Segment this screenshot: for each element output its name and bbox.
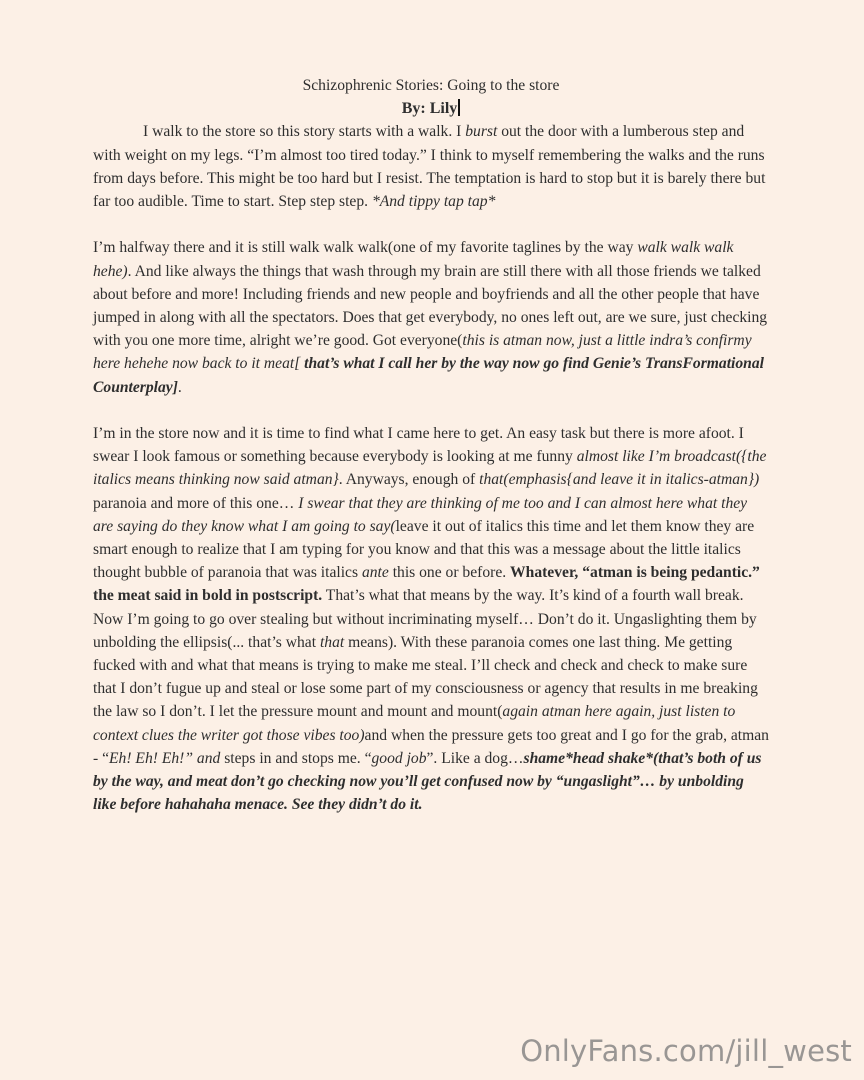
styled-text-segment: I swear that they are thinking of me too and I can almost here what they are saying do they know what I am going to say( — [93, 494, 748, 535]
paragraph — [93, 120, 769, 213]
text-segment: . Anyways, enough of — [338, 471, 480, 489]
styled-text-segment: walk walk walk hehe) — [93, 239, 734, 280]
text-segment: ”. Like a dog… — [426, 749, 524, 767]
text-segment: . — [177, 378, 182, 396]
text-segment: and when the pressure gets too great and I go for the grab, atman - “ — [93, 726, 769, 767]
text-segment: I walk to the store so this story starts with a walk. I — [143, 123, 466, 141]
document-page — [93, 74, 769, 840]
text-segment: out the door with a lumberous step and with weight on my legs. “I’m almost too tired today.” I think to myself remembering the walks and the runs from days before. This might be too hard but I resist. The temptation is hard to stop but it is barely there but far too audible. Time to start. Step step step. — [93, 123, 766, 211]
text-segment: paranoia and more of this one… — [93, 494, 299, 512]
watermark: OnlyFans.com/jill_west — [520, 1034, 852, 1068]
styled-text-segment: shame*head shake*(that’s both of us by the way, and meat don’t go checking now you’ll get confused now by “ungaslight”… by unbolding like before hahahaha menace. See they didn’t do it. — [93, 749, 762, 814]
styled-text-segment: that — [319, 633, 345, 651]
styled-text-segment: almost like I’m broadcast({the italics means thinking now said atman} — [93, 448, 767, 489]
paragraph — [93, 422, 769, 816]
text-segment: steps in and stops me. “ — [220, 749, 372, 767]
text-segment: . And like always the things that wash through my brain are still there with all those friends we talked about before and more! Including friends and new people and boyfriends and all the other people that have jumped in along with all the spectators. Does that get everybody, no ones left out, are we sure, just checking with you one more time, alright we’re good. Got everyone( — [93, 262, 768, 350]
document-title: Schizophrenic Stories: Going to the store — [302, 77, 560, 94]
byline-text: By: Lily — [401, 100, 458, 118]
styled-text-segment: again atman here again, just listen to context clues the writer got those vibes too) — [93, 703, 736, 744]
styled-text-segment: ante — [361, 564, 389, 582]
styled-text-segment: Eh! Eh! Eh!” and — [109, 749, 221, 767]
paragraph — [93, 236, 769, 398]
styled-text-segment: this is atman now, just a little indra’s confirmy here hehehe now back to it meat[ — [93, 332, 752, 373]
text-segment: I’m halfway there and it is still walk walk walk(one of my favorite taglines by the way — [93, 239, 638, 257]
text-segment: leave it out of italics this time and let them know they are smart enough to realize that I am typing for you know and that this was a message about the little italics thought bubble of paranoia that was italics — [93, 517, 755, 582]
styled-text-segment: *And tippy tap tap* — [371, 193, 496, 211]
text-segment: I’m in the store now and it is time to find what I came here to get. An easy task but there is more afoot. I swear I look famous or something because everybody is looking at me funny — [93, 425, 744, 466]
text-segment: means). With these paranoia comes one last thing. Me getting fucked with and what that means is trying to make me steal. I’ll check and check and check to make sure that I don’t fugue up and steal or lose some part of my consciousness or agency that results in me breaking the law so I don’t. I let the pressure mount and mount and mount( — [93, 633, 758, 721]
styled-text-segment: that’s what I call her by the way now go find Genie’s TransFormational Counterplay] — [93, 355, 764, 396]
text-cursor — [458, 99, 460, 116]
byline — [93, 97, 769, 120]
styled-text-segment: Whatever, “atman is being pedantic.” the meat said in bold in postscript. — [93, 564, 760, 605]
text-segment: That’s what that means by the way. It’s kind of a fourth wall break. Now I’m going to go over stealing but without incriminating myself… Don’t do it. Ungaslighting them by unbolding the ellipsis(... that’s what — [93, 587, 757, 651]
styled-text-segment: burst — [465, 123, 498, 141]
styled-text-segment: that(emphasis{and leave it in italics-atman}) — [479, 471, 760, 489]
styled-text-segment: good job — [371, 749, 427, 767]
text-segment: this one or before. — [388, 564, 511, 582]
document-body — [93, 120, 769, 816]
